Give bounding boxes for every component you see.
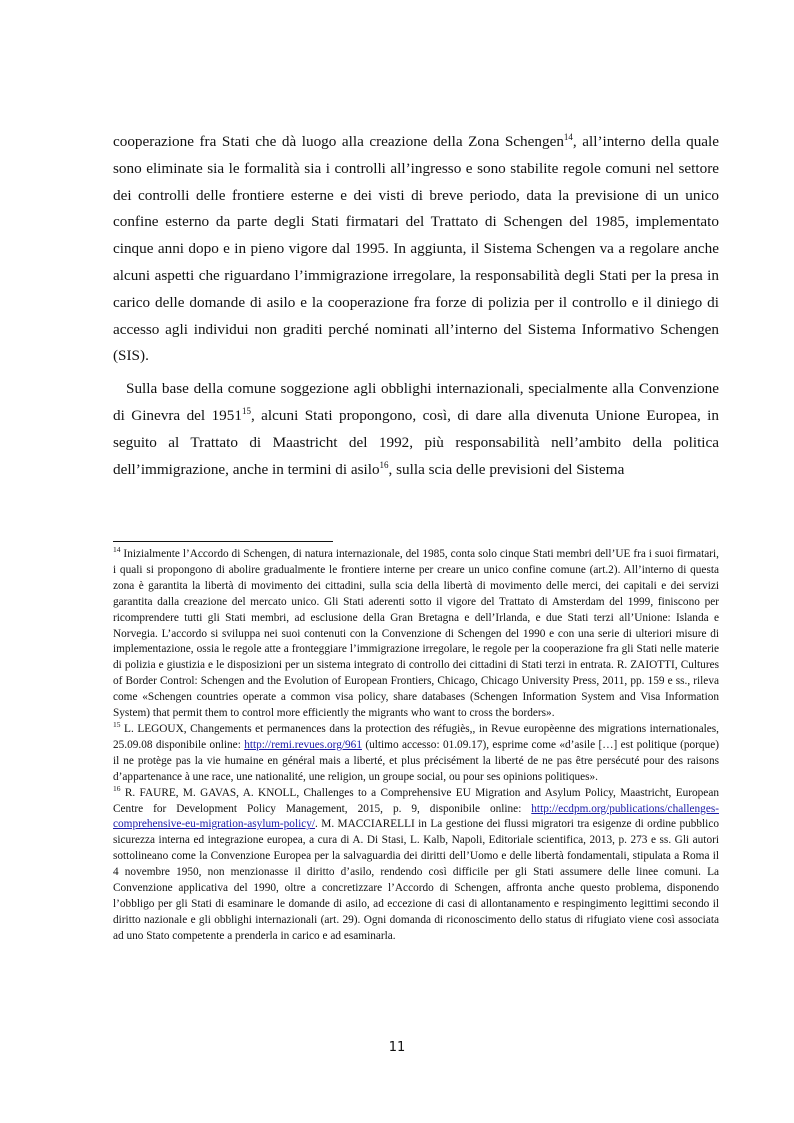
paragraph-2-part-b: , alcuni Stati propongono, così, di dare alla divenuta Unione Europea, in seguito al Trattato di Maastricht del 1992, più responsabilità nell’ambito della politica dell’immigrazione, anche in termini di asilo bbox=[113, 406, 719, 478]
main-text bbox=[113, 129, 719, 489]
footnote-16-mark: 16 bbox=[113, 783, 121, 793]
footnote-ref-14[interactable]: 14 bbox=[563, 131, 573, 142]
footnote-15 bbox=[113, 722, 719, 786]
footnote-16 bbox=[113, 783, 719, 945]
paragraph-1-part-a: cooperazione fra Stati che dà luogo alla creazione della Zona Schengen bbox=[113, 133, 564, 150]
footnotes bbox=[113, 547, 719, 945]
paragraph-2 bbox=[113, 376, 719, 483]
footnote-14-mark: 14 bbox=[113, 545, 121, 555]
paragraph-1-part-b: , all’interno della quale sono eliminate sia le formalità sia i controlli all’ingresso e sono stabilite regole comuni nel settore dei controlli delle frontiere esterne e dei visti di breve periodo, data la previsione di un unico confine esterno da parte degli Stati firmatari del Trattato di Schengen del 1985, implementato cinque anni dopo e in pieno vigore dal 1995. In aggiunta, il Sistema Schengen va a regolare anche alcuni aspetti che riguardano l’immigrazione irregolare, la responsabilità degli Stati per la presa in carico delle domande di asilo e la cooperazione fra forze di polizia per il controllo e il diniego di accesso agli individui non graditi perché nominati all’interno del Sistema Informativo Schengen (SIS). bbox=[113, 133, 719, 365]
paragraph-2-part-c: , sulla scia delle previsioni del Sistema bbox=[388, 460, 625, 478]
footnote-15-link[interactable]: http://remi.revues.org/961 bbox=[244, 738, 362, 751]
page-number: 11 bbox=[388, 1040, 406, 1055]
footnote-15-text-b: (ultimo accesso: 01.09.17), esprime come «d’asile […] est politique (porque) il ne protège pas la vie humaine en général mais a liberté, et plus précisément la liberté de ne pas être persécuté pour des raisons d’appartenance à une race, une nationalité, une religion, un groupe social, ou pour ses opinions politiques». bbox=[113, 738, 719, 783]
footnote-16-text-b: . M. MACCIARELLI in La gestione dei flussi migratori tra esigenze di ordine pubblico sicurezza interna ed integrazione europea, a cura di A. Di Stasi, L. Kalb, Napoli, Editoriale scientifica, 2013, p. 273 e ss. Gli autori sottolineano come la Convenzione Europea per la salvaguardia dei diritti dell’Uomo e delle libertà fondamentali, stipulata a Roma il 4 novembre 1950, non menzionasse il diritto d’asilo, rendendo così difficile per gli Stati assumere delle linee comuni. La Convenzione applicativa del 1990, oltre a concretizzare l’Accordo di Schengen, affronta anche questo problema, disponendo l’obbligo per gli Stati di esaminare le domande di asilo, ad eccezione di casi di allontanamento e respingimento legittimi secondo il diritto nazionale e gli obblighi internazionali (art. 29). Ogni domanda di riconoscimento dello status di rifugiato viene così associata ad uno Stato competente a prenderla in carico e ad esaminarla. bbox=[113, 818, 719, 942]
footnote-14 bbox=[113, 547, 719, 722]
footnote-16-link[interactable]: http://ecdpm.org/publications/challenges-comprehensive-eu-migration-asylum-policy/ bbox=[113, 802, 719, 831]
footnote-16-text-a: R. FAURE, M. GAVAS, A. KNOLL, Challenges to a Comprehensive EU Migration and Asylum Policy, Maastricht, European Centre for Development Policy Management, 2015, p. 9, disponibile online: bbox=[113, 786, 719, 815]
footnote-14-text: Inizialmente l’Accordo di Schengen, di natura internazionale, del 1985, conta solo cinque Stati membri dell’UE fra i suoi firmatari, i quali si propongono di abolire gradualmente le frontiere interne per creare un unico confine comune (art.2). All’interno di questa zona è garantita la libertà di movimento dei cittadini, sulla scia della libertà di movimento delle merci, dei capitali e dei servizi garantita dalla creazione del mercato unico. Gli Stati aderenti sotto il vigore del Trattato di Amsterdam del 1999, finiscono per ricomprendere tutti gli Stati membri, ad esclusione della Gran Bretagna e dell’Irlanda, e due Stati terzi all’Unione: Islanda e Norvegia. L’accordo si sviluppa nei suoi contenuti con la Convenzione di Schengen del 1990 e con una serie di ulteriori misure di implementazione, ossia le regole atte a fronteggiare l’immigrazione irregolare, le regole per la cooperazione fra gli Stati nelle materie di polizia e giustizia e le disposizioni per un sistema integrato di controllo dei cittadini di Stati terzi in entrata. R. ZAIOTTI, Cultures of Border Control: Schengen and the Evolution of European Frontiers, Chicago, Chicago University Press, 2011, pp. 159 e ss., rileva come «Schengen countries operate a common visa policy, share databases (Schengen Information System and Visa Information System) that permit them to control more efficiently the migrants who want to cross the borders». bbox=[113, 548, 719, 720]
paragraph-1 bbox=[113, 129, 719, 370]
footnote-separator bbox=[113, 541, 333, 542]
footnote-ref-16[interactable]: 16 bbox=[379, 459, 389, 470]
footnote-15-mark: 15 bbox=[113, 720, 121, 730]
footnote-15-text-a: L. LEGOUX, Changements et permanences dans la protection des réfugiès,, in Revue europèenne des migrations internationales, 25.09.08 disponibile online: bbox=[113, 722, 719, 751]
paragraph-2-part-a: Sulla base della comune soggezione agli obblighi internazionali, specialmente alla Convenzione di Ginevra del 1951 bbox=[113, 380, 719, 424]
footnote-ref-15[interactable]: 15 bbox=[241, 405, 251, 416]
